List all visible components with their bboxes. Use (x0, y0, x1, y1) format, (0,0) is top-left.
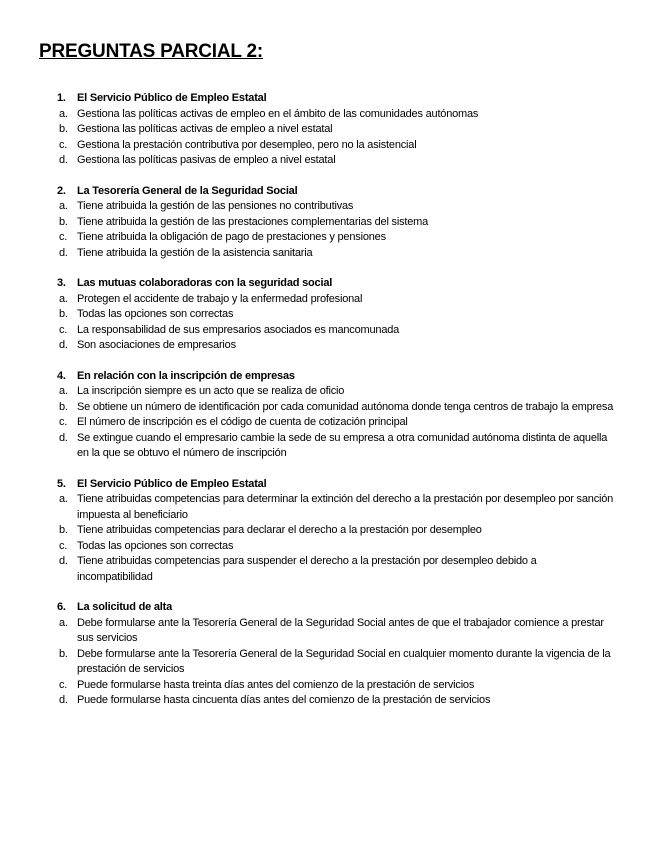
option-text: Puede formularse hasta cincuenta días antes del comienzo de la prestación de servicios (77, 694, 491, 706)
question-text: El Servicio Público de Empleo Estatal (77, 92, 267, 104)
option-text: Gestiona las políticas activas de empleo a nivel estatal (77, 123, 333, 135)
option-letter: c. (59, 416, 68, 428)
option-text: Tiene atribuidas competencias para suspender el derecho a la prestación por desempleo debido a incompatibilidad (77, 555, 537, 583)
option-text: Tiene atribuidas competencias para determinar la extinción del derecho a la prestación por desempleo por sanción impuesta al beneficiario (77, 493, 614, 521)
page-title: PREGUNTAS PARCIAL 2: (39, 41, 264, 62)
option-text: La inscripción siempre es un acto que se realiza de oficio (77, 385, 345, 397)
question-text: En relación con la inscripción de empresas (77, 369, 295, 382)
question-text: La Tesorería General de la Seguridad Social (77, 184, 298, 197)
option-text: Todas las opciones son correctas (77, 308, 234, 320)
option-letter: d. (59, 246, 68, 259)
option-text: Todas las opciones son correctas (77, 539, 234, 552)
answer-option (0, 415, 614, 431)
answer-option (0, 539, 614, 555)
option-text: Tiene atribuida la gestión de las prestaciones complementarias del sistema (77, 215, 429, 228)
option-letter: b. (59, 400, 68, 413)
option-text: La responsabilidad de sus empresarios asociados es mancomunada (77, 323, 400, 336)
option-letter: b. (59, 123, 68, 135)
option-letter: c. (59, 323, 68, 336)
answer-option (0, 431, 614, 462)
question-number: 1. (57, 92, 66, 104)
option-letter: a. (59, 385, 68, 397)
option-letter: d. (59, 339, 68, 351)
option-text: Se obtiene un número de identificación por cada comunidad autónoma donde tenga centros de trabajo la empresa (77, 400, 614, 413)
question-number: 2. (57, 184, 66, 197)
question-3 (0, 276, 655, 354)
option-text: Gestiona las políticas pasivas de empleo a nivel estatal (77, 154, 336, 166)
answer-option (0, 678, 614, 694)
answer-option (0, 523, 614, 539)
option-text: Gestiona las políticas activas de empleo en el ámbito de las comunidades autónomas (77, 107, 479, 120)
answer-option (0, 616, 614, 647)
question-4 (0, 369, 655, 462)
option-letter: b. (59, 647, 68, 660)
question-heading (0, 276, 655, 292)
question-1 (0, 91, 655, 169)
question-number: 3. (57, 277, 66, 289)
answer-option (0, 153, 614, 169)
option-text: Protegen el accidente de trabajo y la enfermedad profesional (77, 292, 363, 305)
question-text: El Servicio Público de Empleo Estatal (77, 477, 267, 490)
option-letter: b. (59, 308, 68, 320)
question-heading (0, 91, 655, 107)
option-letter: d. (59, 555, 68, 567)
answer-option (0, 647, 614, 678)
option-text: Se extingue cuando el empresario cambie la sede de su empresa a otra comunidad autónoma distinta de aquella en la que se obtuvo el número de inscripción (77, 431, 608, 459)
option-text: Debe formularse ante la Tesorería General de la Seguridad Social antes de que el trabajador comience a prestar sus servicios (77, 616, 604, 644)
option-text: Son asociaciones de empresarios (77, 339, 236, 351)
question-number: 5. (57, 477, 66, 490)
option-letter: c. (59, 539, 68, 552)
option-letter: a. (59, 292, 68, 305)
option-letter: c. (59, 678, 68, 691)
answer-option (0, 492, 614, 523)
question-2 (0, 184, 655, 262)
question-number: 6. (57, 601, 66, 613)
option-text: Puede formularse hasta treinta días antes del comienzo de la prestación de servicios (77, 678, 475, 691)
option-text: Tiene atribuida la obligación de pago de prestaciones y pensiones (77, 231, 386, 243)
option-letter: d. (59, 431, 68, 444)
option-text: Tiene atribuida la gestión de las pensiones no contributivas (77, 200, 354, 212)
answer-option (0, 693, 614, 709)
answer-option (0, 307, 614, 323)
answer-option (0, 554, 614, 585)
question-6 (0, 600, 655, 709)
option-letter: a. (59, 107, 68, 120)
answer-option (0, 292, 614, 308)
question-5 (0, 477, 655, 586)
option-letter: a. (59, 200, 68, 212)
question-heading (0, 369, 655, 385)
option-letter: d. (59, 154, 68, 166)
option-letter: b. (59, 524, 68, 536)
option-text: Gestiona la prestación contributiva por desempleo, pero no la asistencial (77, 138, 417, 151)
option-text: Debe formularse ante la Tesorería General de la Seguridad Social en cualquier momento durante la vigencia de la prestación de servicios (77, 647, 611, 675)
option-letter: a. (59, 493, 68, 505)
option-text: Tiene atribuidas competencias para declarar el derecho a la prestación por desempleo (77, 524, 482, 536)
answer-option (0, 338, 614, 354)
option-text: Tiene atribuida la gestión de la asistencia sanitaria (77, 246, 313, 259)
question-number: 4. (57, 369, 66, 382)
option-letter: d. (59, 694, 68, 706)
option-letter: c. (59, 231, 68, 243)
option-letter: b. (59, 215, 68, 228)
question-heading (0, 184, 655, 200)
question-heading (0, 477, 655, 493)
option-text: El número de inscripción es el código de cuenta de cotización principal (77, 416, 408, 428)
answer-option (0, 400, 614, 416)
answer-option (0, 122, 614, 138)
answer-option (0, 138, 614, 154)
answer-option (0, 246, 614, 262)
question-text: Las mutuas colaboradoras con la seguridad social (77, 277, 333, 289)
answer-option (0, 199, 614, 215)
answer-option (0, 230, 614, 246)
question-heading (0, 600, 655, 616)
answer-option (0, 215, 614, 231)
question-text: La solicitud de alta (77, 601, 173, 613)
option-letter: a. (59, 616, 68, 629)
question-list (0, 91, 655, 724)
answer-option (0, 323, 614, 339)
option-letter: c. (59, 138, 68, 151)
answer-option (0, 384, 614, 400)
answer-option (0, 107, 614, 123)
